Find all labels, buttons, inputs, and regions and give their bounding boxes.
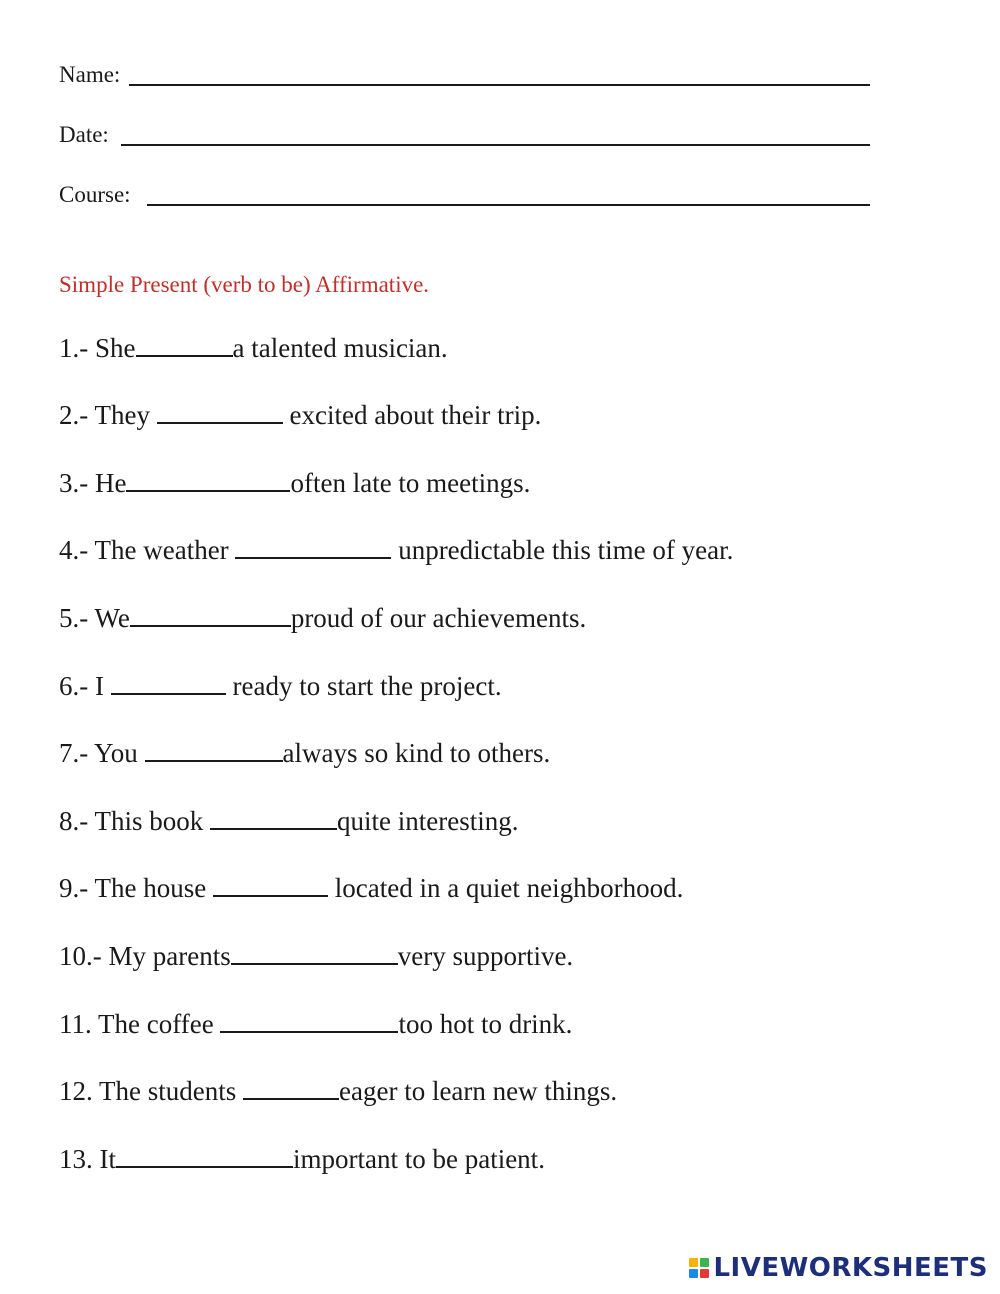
- question-text-before: 4.- The weather: [59, 535, 236, 565]
- answer-blank[interactable]: [231, 943, 398, 965]
- question-text-before: 3.- He: [59, 468, 127, 498]
- question-text-after: quite interesting.: [337, 806, 519, 836]
- question-text-before: 11. The coffee: [59, 1009, 221, 1039]
- course-label: Course:: [59, 182, 131, 207]
- answer-blank[interactable]: [116, 1146, 293, 1168]
- question-text-before: 10.- My parents: [59, 941, 231, 971]
- question-3: [59, 466, 530, 500]
- question-text-after: proud of our achievements.: [290, 603, 587, 633]
- question-text-before: 13. It: [59, 1144, 116, 1174]
- logo-square-blue: [689, 1269, 698, 1278]
- question-5: [59, 601, 586, 635]
- answer-blank[interactable]: [130, 605, 291, 627]
- answer-blank[interactable]: [157, 402, 283, 424]
- answer-blank[interactable]: [213, 875, 328, 897]
- answer-blank[interactable]: [220, 1011, 398, 1033]
- logo-square-green: [700, 1258, 709, 1267]
- course-field-line[interactable]: [147, 204, 870, 206]
- logo-wordmark: LIVEWORKSHEETS: [713, 1253, 988, 1283]
- answer-blank[interactable]: [235, 537, 391, 559]
- answer-blank[interactable]: [111, 673, 226, 695]
- question-text-before: 1.- She: [59, 333, 136, 363]
- question-4: [59, 533, 733, 567]
- name-label: Name:: [59, 62, 121, 87]
- question-text-before: 8.- This book: [59, 806, 211, 836]
- question-6: [59, 669, 502, 703]
- question-11: [59, 1007, 572, 1041]
- date-field-line[interactable]: [121, 144, 870, 146]
- question-text-after: too hot to drink.: [398, 1009, 573, 1039]
- question-2: [59, 398, 541, 432]
- question-text-after: unpredictable this time of year.: [391, 535, 734, 565]
- question-text-after: often late to meetings.: [290, 468, 531, 498]
- question-text-before: 9.- The house: [59, 873, 213, 903]
- question-text-after: very supportive.: [397, 941, 574, 971]
- logo-mark-icon: [689, 1258, 709, 1278]
- question-text-after: important to be patient.: [293, 1144, 545, 1174]
- question-text-before: 6.- I: [59, 671, 111, 701]
- logo-square-yellow: [689, 1258, 698, 1267]
- liveworksheets-logo[interactable]: [689, 1253, 988, 1283]
- question-text-before: 2.- They: [59, 400, 157, 430]
- question-text-after: eager to learn new things.: [339, 1076, 618, 1106]
- answer-blank[interactable]: [210, 808, 337, 830]
- answer-blank[interactable]: [126, 470, 290, 492]
- question-9: [59, 871, 683, 905]
- question-text-after: excited about their trip.: [282, 400, 542, 430]
- question-text-after: located in a quiet neighborhood.: [327, 873, 684, 903]
- name-field-line[interactable]: [129, 84, 870, 86]
- question-10: [59, 939, 573, 973]
- question-12: [59, 1074, 617, 1108]
- worksheet-subtitle: Simple Present (verb to be) Affirmative.: [59, 272, 430, 297]
- question-text-after: always so kind to others.: [282, 738, 551, 768]
- question-text-before: 7.- You: [59, 738, 145, 768]
- question-text-after: a talented musician.: [232, 333, 448, 363]
- answer-blank[interactable]: [243, 1078, 339, 1100]
- question-1: [59, 331, 448, 365]
- question-8: [59, 804, 518, 838]
- answer-blank[interactable]: [136, 335, 233, 357]
- answer-blank[interactable]: [145, 740, 283, 762]
- question-text-before: 5.- We: [59, 603, 130, 633]
- question-text-after: ready to start the project.: [225, 671, 502, 701]
- question-7: [59, 736, 550, 770]
- logo-square-red: [700, 1269, 709, 1278]
- date-label: Date:: [59, 122, 109, 147]
- question-text-before: 12. The students: [59, 1076, 243, 1106]
- question-13: [59, 1142, 545, 1176]
